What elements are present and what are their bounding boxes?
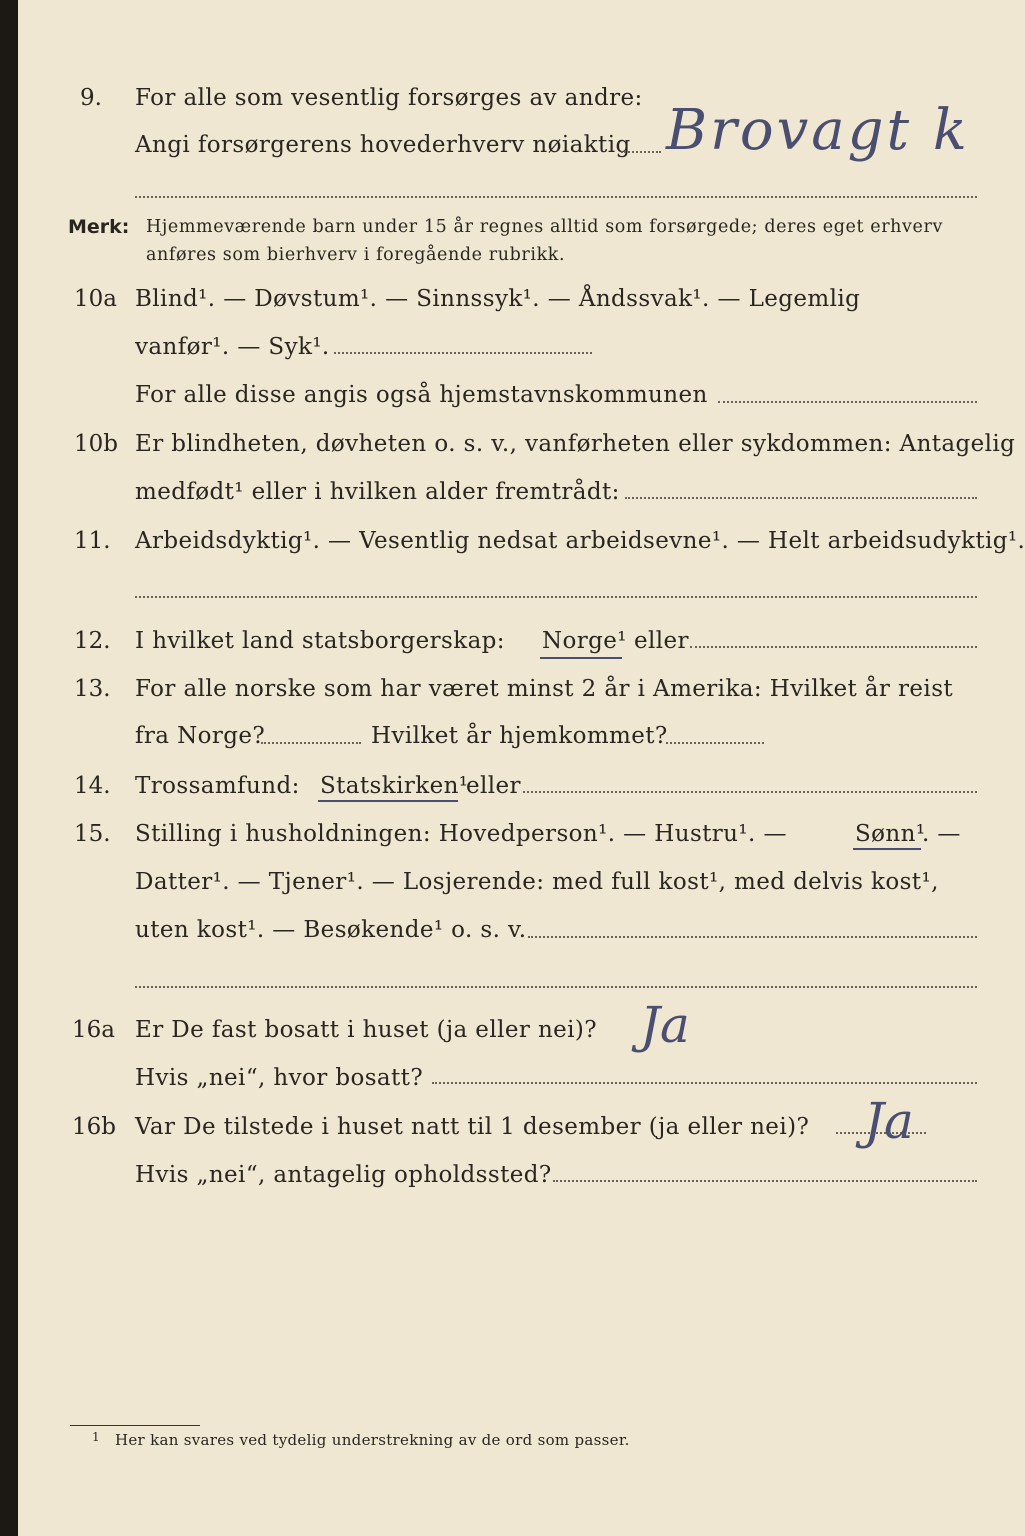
q10a-answer-line bbox=[334, 352, 592, 354]
q10b-line1: Er blindheten, døvheten o. s. v., vanførheten eller sykdommen: Antagelig bbox=[135, 431, 1016, 457]
q13-line2a: fra Norge? bbox=[135, 723, 266, 749]
q10b-number: 10b bbox=[74, 431, 118, 457]
q10b-line2: medfødt¹ eller i hvilken alder fremtrådt: bbox=[135, 479, 620, 505]
q15-blank-line bbox=[135, 986, 977, 988]
q13-departure-line bbox=[261, 742, 361, 744]
merk-line2: anføres som bierhverv i foregående rubrikk. bbox=[146, 245, 566, 265]
q16a-line1: Er De fast bosatt i huset (ja eller nei)? bbox=[135, 1017, 598, 1043]
q9-number: 9. bbox=[80, 85, 102, 111]
q16a-number: 16a bbox=[72, 1017, 115, 1043]
q16a-handwritten-answer: Ja bbox=[640, 996, 690, 1054]
footnote-marker: 1 bbox=[92, 1430, 100, 1444]
footnote-text: Her kan svares ved tydelig understrekning av de ord som passer. bbox=[115, 1431, 630, 1449]
q11-number: 11. bbox=[74, 528, 111, 554]
q10b-answer-line bbox=[625, 497, 977, 499]
q14-underline-mark bbox=[318, 800, 458, 802]
q10a-line2: vanfør¹. — Syk¹. bbox=[135, 334, 330, 360]
q14-prefix: Trossamfund: bbox=[135, 773, 300, 799]
scan-edge bbox=[0, 0, 18, 1536]
q14-option-statskirken: Statskirken¹ bbox=[320, 773, 469, 799]
q15-number: 15. bbox=[74, 821, 111, 847]
q10a-line3: For alle disse angis også hjemstavnskommunen bbox=[135, 382, 708, 408]
q9-answer-line bbox=[621, 151, 661, 153]
q9-handwritten-answer: Brovagt k bbox=[666, 98, 970, 163]
q12-answer-line bbox=[690, 646, 977, 648]
q12-option-norge: Norge¹ bbox=[542, 628, 627, 654]
q13-number: 13. bbox=[74, 676, 111, 702]
q16b-handwritten-answer: Ja bbox=[864, 1092, 914, 1150]
q15-option-sonn: Sønn¹ bbox=[855, 821, 926, 847]
q12-suffix: eller bbox=[634, 628, 689, 654]
q12-number: 12. bbox=[74, 628, 111, 654]
q16b-line2: Hvis „nei“, antagelig opholdssted? bbox=[135, 1162, 552, 1188]
q15-line3: uten kost¹. — Besøkende¹ o. s. v. bbox=[135, 917, 527, 943]
q14-number: 14. bbox=[74, 773, 111, 799]
q15-underline-mark bbox=[853, 848, 921, 850]
q15-answer-line bbox=[528, 936, 977, 938]
footnote-rule bbox=[70, 1425, 200, 1426]
q12-underline-mark bbox=[540, 657, 622, 659]
q9-blank-line bbox=[135, 196, 977, 198]
merk-line1: Hjemmeværende barn under 15 år regnes alltid som forsørgede; deres eget erhverv bbox=[146, 217, 943, 237]
q10a-municipality-line bbox=[718, 401, 977, 403]
q16b-line1: Var De tilstede i huset natt til 1 desember (ja eller nei)? bbox=[135, 1114, 810, 1140]
q12-prefix: I hvilket land statsborgerskap: bbox=[135, 628, 505, 654]
q15-line2: Datter¹. — Tjener¹. — Losjerende: med full kost¹, med delvis kost¹, bbox=[135, 869, 939, 895]
merk-label: Merk: bbox=[68, 216, 130, 238]
q10a-line1: Blind¹. — Døvstum¹. — Sinnssyk¹. — Åndssvak¹. — Legemlig bbox=[135, 286, 861, 312]
q11-blank-line bbox=[135, 596, 977, 598]
q10a-number: 10a bbox=[74, 286, 117, 312]
q16a-answer-line bbox=[432, 1082, 977, 1084]
q9-line2: Angi forsørgerens hovederhverv nøiaktig bbox=[135, 132, 631, 158]
q16a-line2: Hvis „nei“, hvor bosatt? bbox=[135, 1065, 424, 1091]
q15-line1a: Stilling i husholdningen: Hovedperson¹. — Hustru¹. — bbox=[135, 821, 787, 847]
q15-line1c: . — bbox=[922, 821, 961, 847]
q14-answer-line bbox=[523, 791, 977, 793]
q16b-location-line bbox=[553, 1180, 977, 1182]
q14-suffix: eller bbox=[466, 773, 521, 799]
q16b-number: 16b bbox=[72, 1114, 116, 1140]
q9-line1: For alle som vesentlig forsørges av andre: bbox=[135, 85, 643, 111]
q11-line1: Arbeidsdyktig¹. — Vesentlig nedsat arbeidsevne¹. — Helt arbeidsudyktig¹. bbox=[135, 528, 1025, 554]
q13-return-line bbox=[666, 742, 764, 744]
census-form-page bbox=[18, 0, 1025, 1536]
q13-line1: For alle norske som har været minst 2 år i Amerika: Hvilket år reist bbox=[135, 676, 954, 702]
q13-line2b: Hvilket år hjemkommet? bbox=[371, 723, 668, 749]
